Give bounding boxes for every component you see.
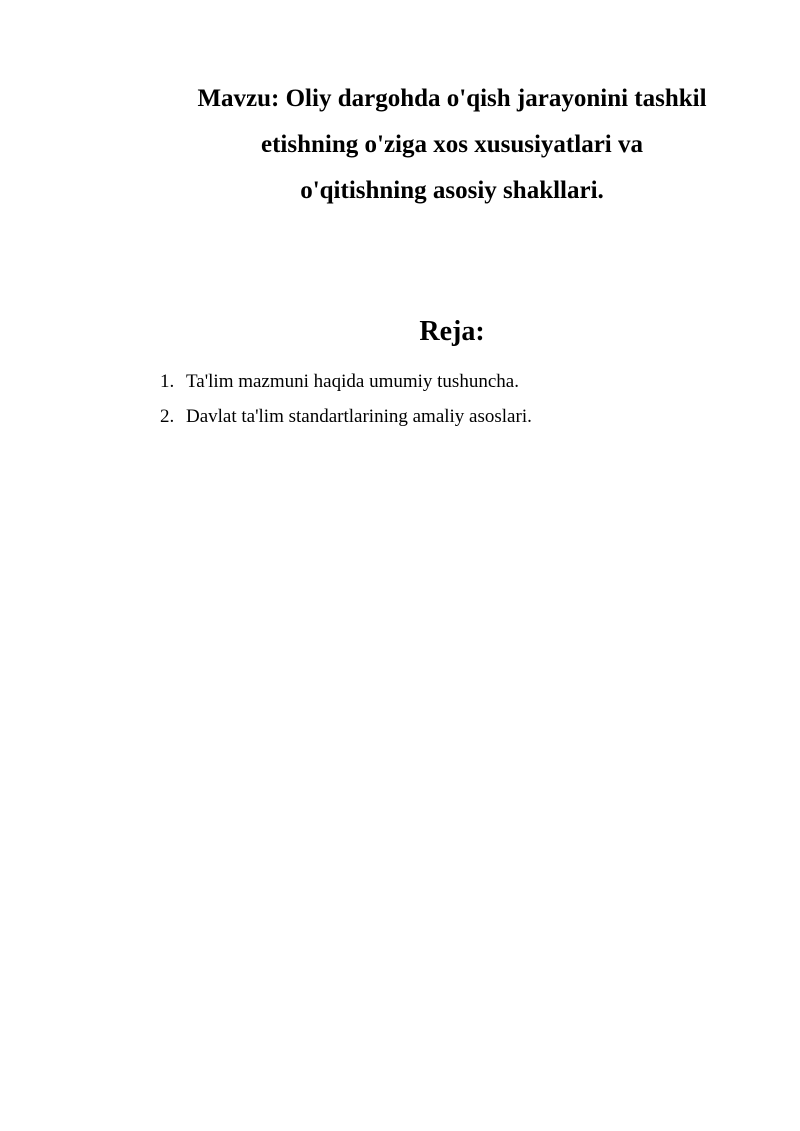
title-line-2: etishning o'ziga xos xususiyatlari va xyxy=(261,131,643,158)
list-item-text: Davlat ta'lim standartlarining amaliy asoslari. xyxy=(186,406,532,427)
list-item-number: 2. xyxy=(160,406,175,427)
list-item-text: Ta'lim mazmuni haqida umumiy tushuncha. xyxy=(186,371,519,392)
plan-heading: Reja: xyxy=(419,316,485,347)
list-item-number: 1. xyxy=(160,371,175,392)
plan-list xyxy=(160,364,760,434)
title-line-3: o'qitishning asosiy shakllari. xyxy=(300,177,604,204)
list-item xyxy=(160,399,760,434)
list-item xyxy=(160,364,760,399)
title-line-1: Mavzu: Oliy dargohda o'qish jarayonini tashkil xyxy=(197,85,707,112)
document-title xyxy=(150,76,754,214)
